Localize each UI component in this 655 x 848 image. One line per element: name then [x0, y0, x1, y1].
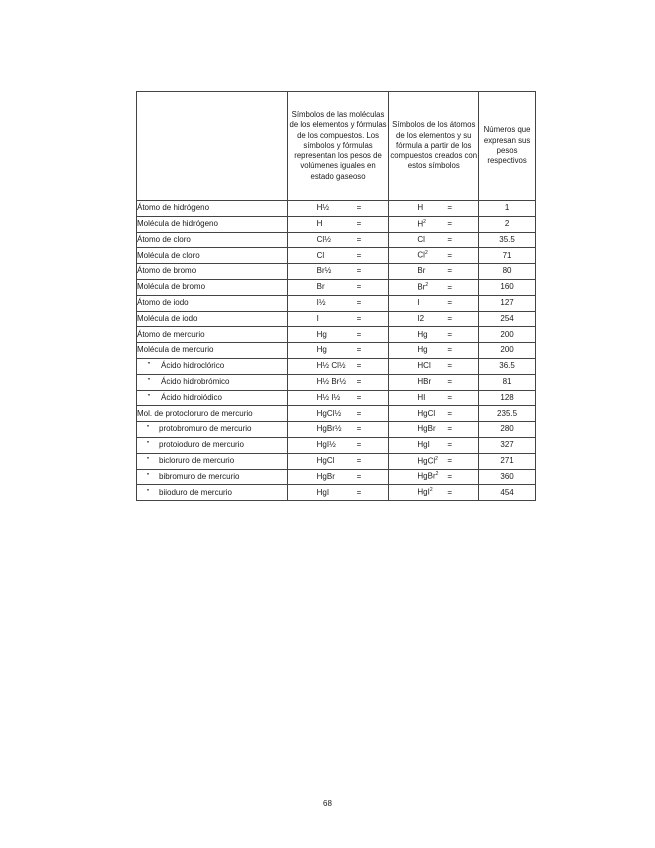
- table-row: [137, 248, 536, 264]
- table-body: [137, 201, 536, 501]
- atom-formula-base: Hg: [417, 329, 428, 339]
- equals-sign: =: [447, 234, 453, 244]
- molecule-formula-cell: [287, 295, 389, 311]
- substance-name: Átomo de cloro: [137, 234, 191, 244]
- substance-name: Átomo de iodo: [137, 297, 189, 307]
- weight-value: 271: [479, 453, 536, 469]
- table-row: [137, 437, 536, 453]
- header-atom-symbols: Símbolos de los átomos de los elementos y su fórmula a partir de los compuestos creados con estos símbolos: [389, 92, 479, 201]
- atom-formula: [417, 361, 447, 371]
- molecule-formula-cell: [287, 279, 389, 295]
- table-row: [137, 327, 536, 343]
- weight-value: 454: [479, 485, 536, 501]
- molecule-formula: Cl: [316, 250, 325, 260]
- molecule-formula: Hg: [316, 329, 327, 339]
- molecule-formula-cell: [287, 453, 389, 469]
- molecule-formula: Br: [316, 282, 325, 292]
- molecule-formula-cell: [287, 485, 389, 501]
- atom-formula-base: HgCl: [417, 456, 436, 466]
- equals-sign: =: [356, 234, 362, 244]
- equals-sign: =: [356, 203, 362, 213]
- equals-sign: =: [447, 266, 453, 276]
- equals-sign: =: [447, 282, 453, 292]
- molecule-formula-cell: [287, 437, 389, 453]
- equals-sign: =: [447, 361, 453, 371]
- substance-name: Ácido hidrobrómico: [161, 376, 230, 386]
- molecule-formula: Cl½: [316, 234, 331, 244]
- equals-sign: =: [447, 203, 453, 213]
- table-row: [137, 343, 536, 359]
- atom-formula-cell: [389, 248, 479, 264]
- weight-value: 254: [479, 311, 536, 327]
- atom-formula-superscript: 2: [423, 218, 426, 225]
- ditto-mark: ”: [146, 440, 150, 450]
- substance-name: Molécula de hidrógeno: [137, 219, 218, 228]
- equals-sign: =: [447, 219, 453, 229]
- atom-formula-superscript: 2: [425, 281, 429, 288]
- substance-name: Ácido hidroiódico: [161, 392, 222, 402]
- substance-name: Mol. de protocloruro de mercurio: [137, 408, 253, 418]
- header-weights: Números que expresan sus pesos respectivos: [479, 92, 536, 201]
- weight-value: 200: [479, 343, 536, 359]
- weight-value: 235.5: [479, 406, 536, 422]
- molecule-formula: H½: [316, 203, 330, 213]
- equals-sign: =: [356, 376, 362, 386]
- table-row: [137, 469, 536, 485]
- equals-sign: =: [447, 424, 453, 434]
- atom-formula-cell: [389, 216, 479, 232]
- equals-sign: =: [356, 266, 362, 276]
- atom-formula-superscript: 2: [429, 487, 433, 494]
- table-row: [137, 422, 536, 438]
- atom-formula-base: Br: [417, 282, 426, 292]
- atom-formula-cell: [389, 343, 479, 359]
- table-row: [137, 216, 536, 232]
- equals-sign: =: [356, 345, 362, 355]
- weight-value: 360: [479, 469, 536, 485]
- ditto-mark: ”: [146, 455, 150, 465]
- substance-name-cell: [137, 279, 288, 295]
- header-substance: [137, 92, 288, 201]
- atom-formula-base: HgI: [417, 440, 430, 450]
- weight-value: 1: [479, 201, 536, 217]
- table-row: [137, 201, 536, 217]
- molecule-formula-cell: [287, 406, 389, 422]
- molecule-formula-cell: [287, 232, 389, 248]
- substance-name-cell: [137, 485, 288, 501]
- atom-formula-superscript: 2: [435, 455, 438, 462]
- table-row: [137, 406, 536, 422]
- weight-value: 327: [479, 437, 536, 453]
- page-number: 68: [323, 799, 332, 808]
- atom-formula-superscript: 2: [435, 471, 439, 478]
- molecule-formula: HgBr: [316, 471, 335, 481]
- table-row: [137, 374, 536, 390]
- molecule-formula-cell: [287, 201, 389, 217]
- equals-sign: =: [356, 471, 362, 481]
- table-row: [137, 295, 536, 311]
- molecule-formula-cell: [287, 422, 389, 438]
- molecule-formula-cell: [287, 264, 389, 280]
- ditto-mark: ”: [147, 376, 151, 386]
- atom-formula-base: HgCl: [417, 408, 436, 418]
- substance-name: Átomo de mercurio: [137, 329, 205, 339]
- substance-name-cell: [137, 343, 288, 359]
- substance-name-cell: [137, 216, 288, 232]
- atom-formula: [417, 377, 447, 387]
- substance-name-cell: [137, 295, 288, 311]
- molecule-formula: HgBr½: [316, 424, 342, 434]
- equals-sign: =: [356, 219, 362, 228]
- atom-formula-base: Br: [417, 266, 426, 276]
- table-row: [137, 453, 536, 469]
- atom-formula: [417, 282, 447, 293]
- substance-name-cell: [137, 232, 288, 248]
- ditto-mark: ”: [146, 424, 150, 434]
- molecule-formula: Br½: [316, 266, 332, 276]
- table-row: [137, 264, 536, 280]
- atom-formula-cell: [389, 437, 479, 453]
- table-header-row: [137, 92, 536, 201]
- table-row: [137, 311, 536, 327]
- equals-sign: =: [447, 472, 453, 482]
- table-row: [137, 485, 536, 501]
- atom-formula-base: H: [417, 219, 424, 229]
- molecule-formula-cell: [287, 469, 389, 485]
- atom-formula-cell: [389, 390, 479, 406]
- equals-sign: =: [356, 297, 362, 307]
- molecule-formula: H: [316, 219, 323, 228]
- table-row: [137, 232, 536, 248]
- atom-formula-cell: [389, 201, 479, 217]
- weight-value: 200: [479, 327, 536, 343]
- molecule-formula-cell: [287, 311, 389, 327]
- molecule-formula: HgI½: [316, 440, 336, 450]
- atom-formula-base: HgBr: [417, 472, 436, 482]
- substance-name: Molécula de cloro: [137, 250, 200, 260]
- substance-name: Molécula de iodo: [137, 313, 198, 323]
- molecule-formula: H½ Br½: [316, 376, 346, 386]
- ditto-mark: ”: [146, 471, 150, 481]
- atom-formula-cell: [389, 453, 479, 469]
- equals-sign: =: [356, 455, 362, 465]
- atom-formula-base: H: [417, 203, 424, 213]
- atom-formula-base: Cl: [417, 250, 425, 260]
- molecule-formula-cell: [287, 343, 389, 359]
- ditto-mark: ”: [146, 487, 150, 497]
- equals-sign: =: [356, 487, 362, 497]
- weight-value: 71: [479, 248, 536, 264]
- atom-formula: [417, 424, 447, 434]
- equals-sign: =: [356, 250, 362, 260]
- substance-name: Átomo de hidrógeno: [137, 203, 210, 213]
- molecule-formula-cell: [287, 248, 389, 264]
- atom-formula: [417, 298, 447, 308]
- atom-formula: [417, 203, 447, 213]
- atom-formula: [417, 393, 447, 403]
- weight-value: 280: [479, 422, 536, 438]
- molecule-formula-cell: [287, 216, 389, 232]
- atom-formula-base: HBr: [417, 376, 432, 386]
- weight-value: 160: [479, 279, 536, 295]
- molecule-formula-cell: [287, 327, 389, 343]
- weight-value: 127: [479, 295, 536, 311]
- atom-formula-base: I2: [417, 313, 425, 323]
- substance-name-cell: [137, 201, 288, 217]
- equals-sign: =: [356, 424, 362, 434]
- atom-formula-base: HCl: [417, 361, 431, 371]
- atom-formula: [417, 266, 447, 276]
- molecule-formula: Hg: [316, 345, 327, 355]
- atom-formula: [417, 345, 447, 355]
- molecule-formula: HgCl: [316, 455, 335, 465]
- table-row: [137, 358, 536, 374]
- substance-name-cell: [137, 390, 288, 406]
- atom-formula-cell: [389, 295, 479, 311]
- atom-formula-cell: [389, 327, 479, 343]
- equals-sign: =: [447, 408, 453, 418]
- substance-name: Molécula de mercurio: [137, 345, 214, 355]
- substance-name: biioduro de mercurio: [159, 487, 232, 497]
- equals-sign: =: [356, 313, 362, 323]
- substance-name-cell: [137, 453, 288, 469]
- atom-formula-base: Hg: [417, 345, 428, 355]
- molecule-formula: I: [316, 313, 319, 323]
- equals-sign: =: [447, 487, 453, 497]
- atom-formula: [417, 219, 447, 230]
- equals-sign: =: [447, 297, 453, 307]
- atom-formula-cell: [389, 311, 479, 327]
- atom-formula-cell: [389, 279, 479, 295]
- molecule-formula-cell: [287, 374, 389, 390]
- atom-formula-base: HgI: [417, 487, 430, 497]
- atom-formula: [417, 440, 447, 450]
- substance-name: Ácido hidroclórico: [161, 361, 225, 371]
- ditto-mark: ”: [147, 361, 151, 371]
- substance-name: bibromuro de mercurio: [159, 471, 240, 481]
- molecule-formula: H½ Cl½: [316, 361, 346, 371]
- atom-formula: [417, 314, 447, 324]
- equals-sign: =: [447, 313, 453, 323]
- substance-name: protoioduro de mercurio: [159, 440, 244, 450]
- atom-formula: [417, 330, 447, 340]
- chemistry-table: [136, 91, 536, 501]
- equals-sign: =: [447, 250, 453, 260]
- atom-formula-cell: [389, 469, 479, 485]
- molecule-formula: H½ I½: [316, 392, 341, 402]
- atom-formula-cell: [389, 406, 479, 422]
- substance-name: protobromuro de mercurio: [159, 424, 252, 434]
- atom-formula: [417, 235, 447, 245]
- substance-name-cell: [137, 327, 288, 343]
- equals-sign: =: [356, 329, 362, 339]
- table-row: [137, 390, 536, 406]
- substance-name-cell: [137, 358, 288, 374]
- atom-formula-cell: [389, 374, 479, 390]
- substance-name-cell: [137, 374, 288, 390]
- atom-formula-base: HI: [417, 392, 426, 402]
- atom-formula: [417, 409, 447, 419]
- substance-name: Molécula de bromo: [137, 282, 206, 292]
- substance-name-cell: [137, 264, 288, 280]
- weight-value: 36.5: [479, 358, 536, 374]
- equals-sign: =: [447, 329, 453, 339]
- substance-name-cell: [137, 406, 288, 422]
- molecule-formula-cell: [287, 358, 389, 374]
- header-molecule-symbols: Símbolos de las moléculas de los elementos y fórmulas de los compuestos. Los símbolos y fórmulas representan los pesos de volúmenes iguales en estado gaseoso: [287, 92, 389, 201]
- equals-sign: =: [447, 456, 453, 466]
- substance-name-cell: [137, 437, 288, 453]
- substance-name-cell: [137, 422, 288, 438]
- equals-sign: =: [356, 408, 362, 418]
- substance-name: bicloruro de mercurio: [159, 455, 235, 465]
- substance-name-cell: [137, 469, 288, 485]
- molecule-formula-cell: [287, 390, 389, 406]
- atom-formula-superscript: 2: [424, 250, 428, 257]
- atom-formula-cell: [389, 422, 479, 438]
- weight-value: 81: [479, 374, 536, 390]
- ditto-mark: ”: [147, 392, 151, 402]
- atom-formula: [417, 250, 447, 261]
- equals-sign: =: [356, 282, 362, 292]
- atom-formula-base: I: [417, 297, 420, 307]
- substance-name-cell: [137, 248, 288, 264]
- molecule-formula: HgCl½: [316, 408, 342, 418]
- equals-sign: =: [447, 345, 453, 355]
- atom-formula-cell: [389, 358, 479, 374]
- atom-formula: [417, 456, 447, 467]
- weight-value: 35.5: [479, 232, 536, 248]
- equals-sign: =: [447, 392, 453, 402]
- molecule-formula: I½: [316, 297, 326, 307]
- atom-formula-cell: [389, 232, 479, 248]
- substance-name: Átomo de bromo: [137, 266, 197, 276]
- weight-value: 80: [479, 264, 536, 280]
- equals-sign: =: [356, 440, 362, 450]
- atom-formula: [417, 487, 447, 498]
- table-row: [137, 279, 536, 295]
- equals-sign: =: [356, 392, 362, 402]
- equals-sign: =: [447, 376, 453, 386]
- equals-sign: =: [447, 440, 453, 450]
- weight-value: 2: [479, 216, 536, 232]
- atom-formula: [417, 471, 447, 482]
- molecule-formula: HgI: [316, 487, 330, 497]
- atom-formula-base: Cl: [417, 234, 425, 244]
- substance-name-cell: [137, 311, 288, 327]
- atom-formula-cell: [389, 264, 479, 280]
- atom-formula-cell: [389, 485, 479, 501]
- atom-formula-base: HgBr: [417, 424, 436, 434]
- equals-sign: =: [356, 361, 362, 371]
- weight-value: 128: [479, 390, 536, 406]
